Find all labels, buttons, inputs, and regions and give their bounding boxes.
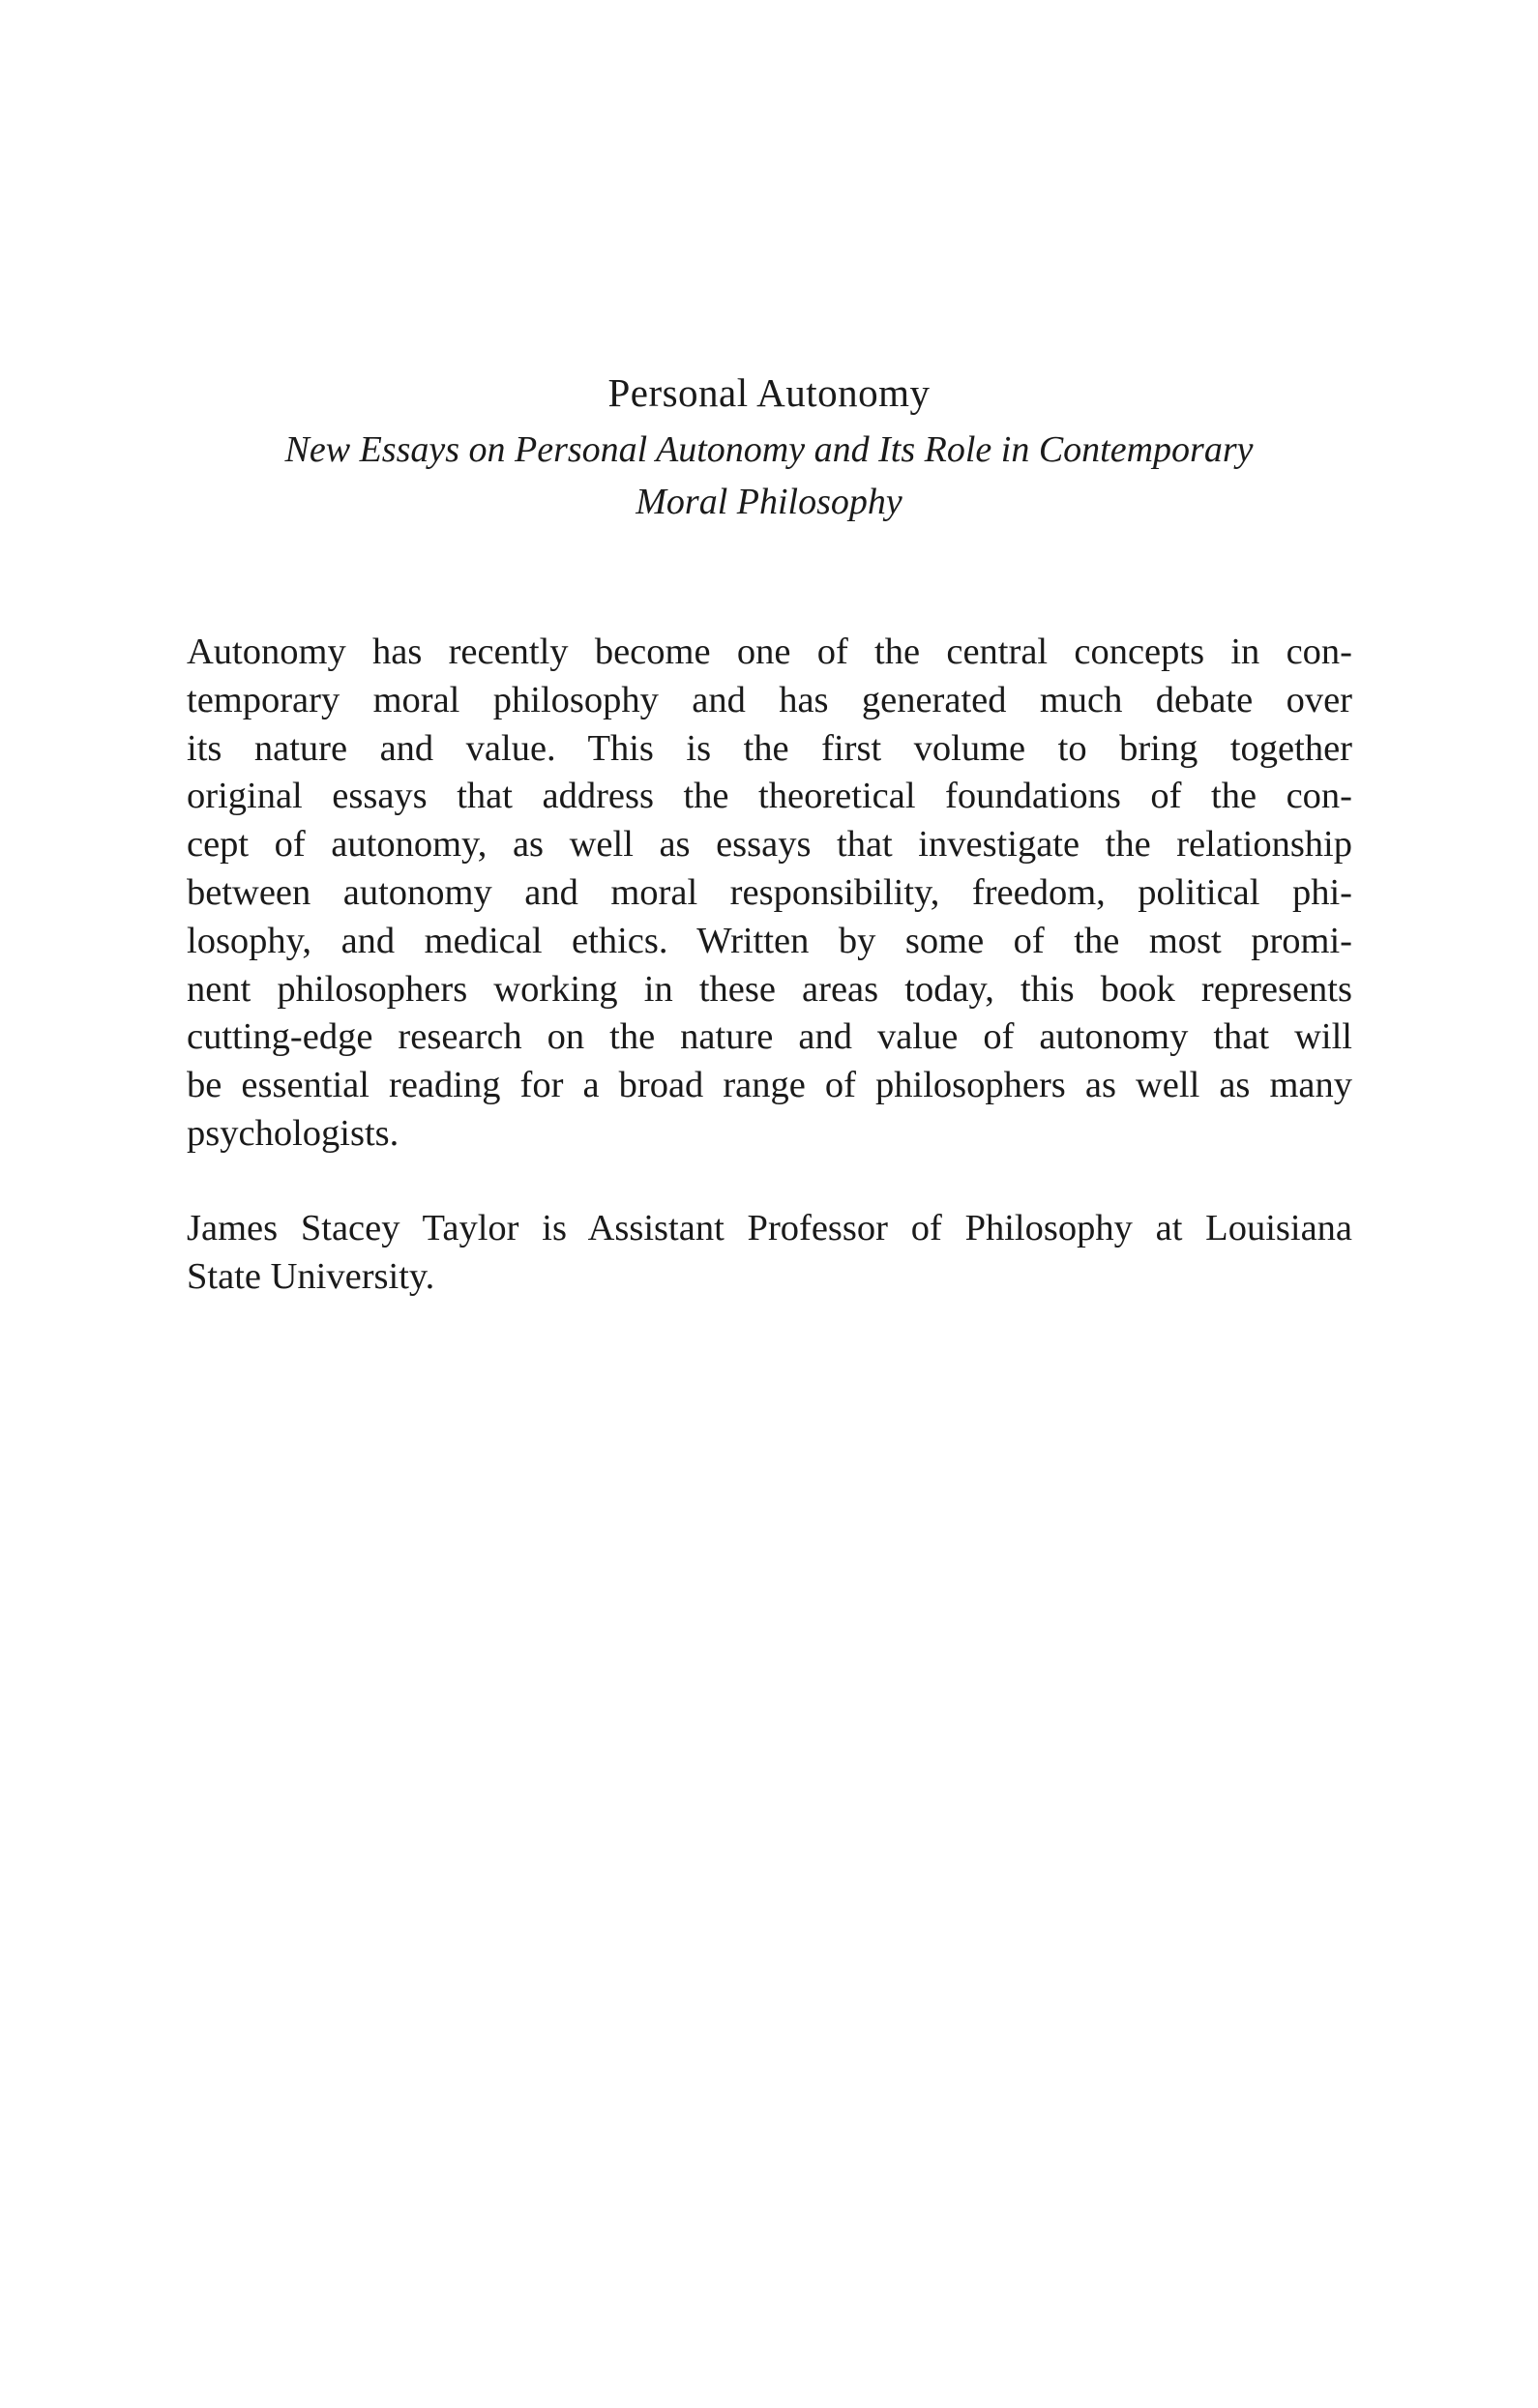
description-line: cutting-edge research on the nature and value of autonomy that will [187,1016,1352,1058]
book-subtitle-line-1: New Essays on Personal Autonomy and Its Role in Contemporary [284,429,1254,470]
book-description [187,629,1352,1159]
description-line: between autonomy and moral responsibility, freedom, political phi- [187,871,1352,913]
book-subtitle-line-2: Moral Philosophy [636,482,902,522]
description-line: original essays that address the theoretical foundations of the con- [187,776,1352,817]
description-line: its nature and value. This is the first volume to bring together [187,727,1352,769]
description-line: Autonomy has recently become one of the central concepts in con- [187,631,1352,672]
book-title: Personal Autonomy [607,370,931,415]
body-block [187,629,1352,1301]
description-line: psychologists. [187,1112,399,1154]
description-line: losophy, and medical ethics. Written by some of the most promi- [187,920,1352,961]
author-bio-line: State University. [187,1255,435,1297]
title-block [189,367,1349,528]
description-line: cept of autonomy, as well as essays that investigate the relationship [187,824,1352,866]
author-bio [187,1205,1352,1302]
book-subtitle [189,424,1349,528]
author-bio-line: James Stacey Taylor is Assistant Professor of Philosophy at Louisiana [187,1207,1352,1248]
description-line: temporary moral philosophy and has generated much debate over [187,679,1352,720]
description-line: nent philosophers working in these areas today, this book represents [187,968,1352,1010]
description-line: be essential reading for a broad range of philosophers as well as many [187,1065,1352,1106]
